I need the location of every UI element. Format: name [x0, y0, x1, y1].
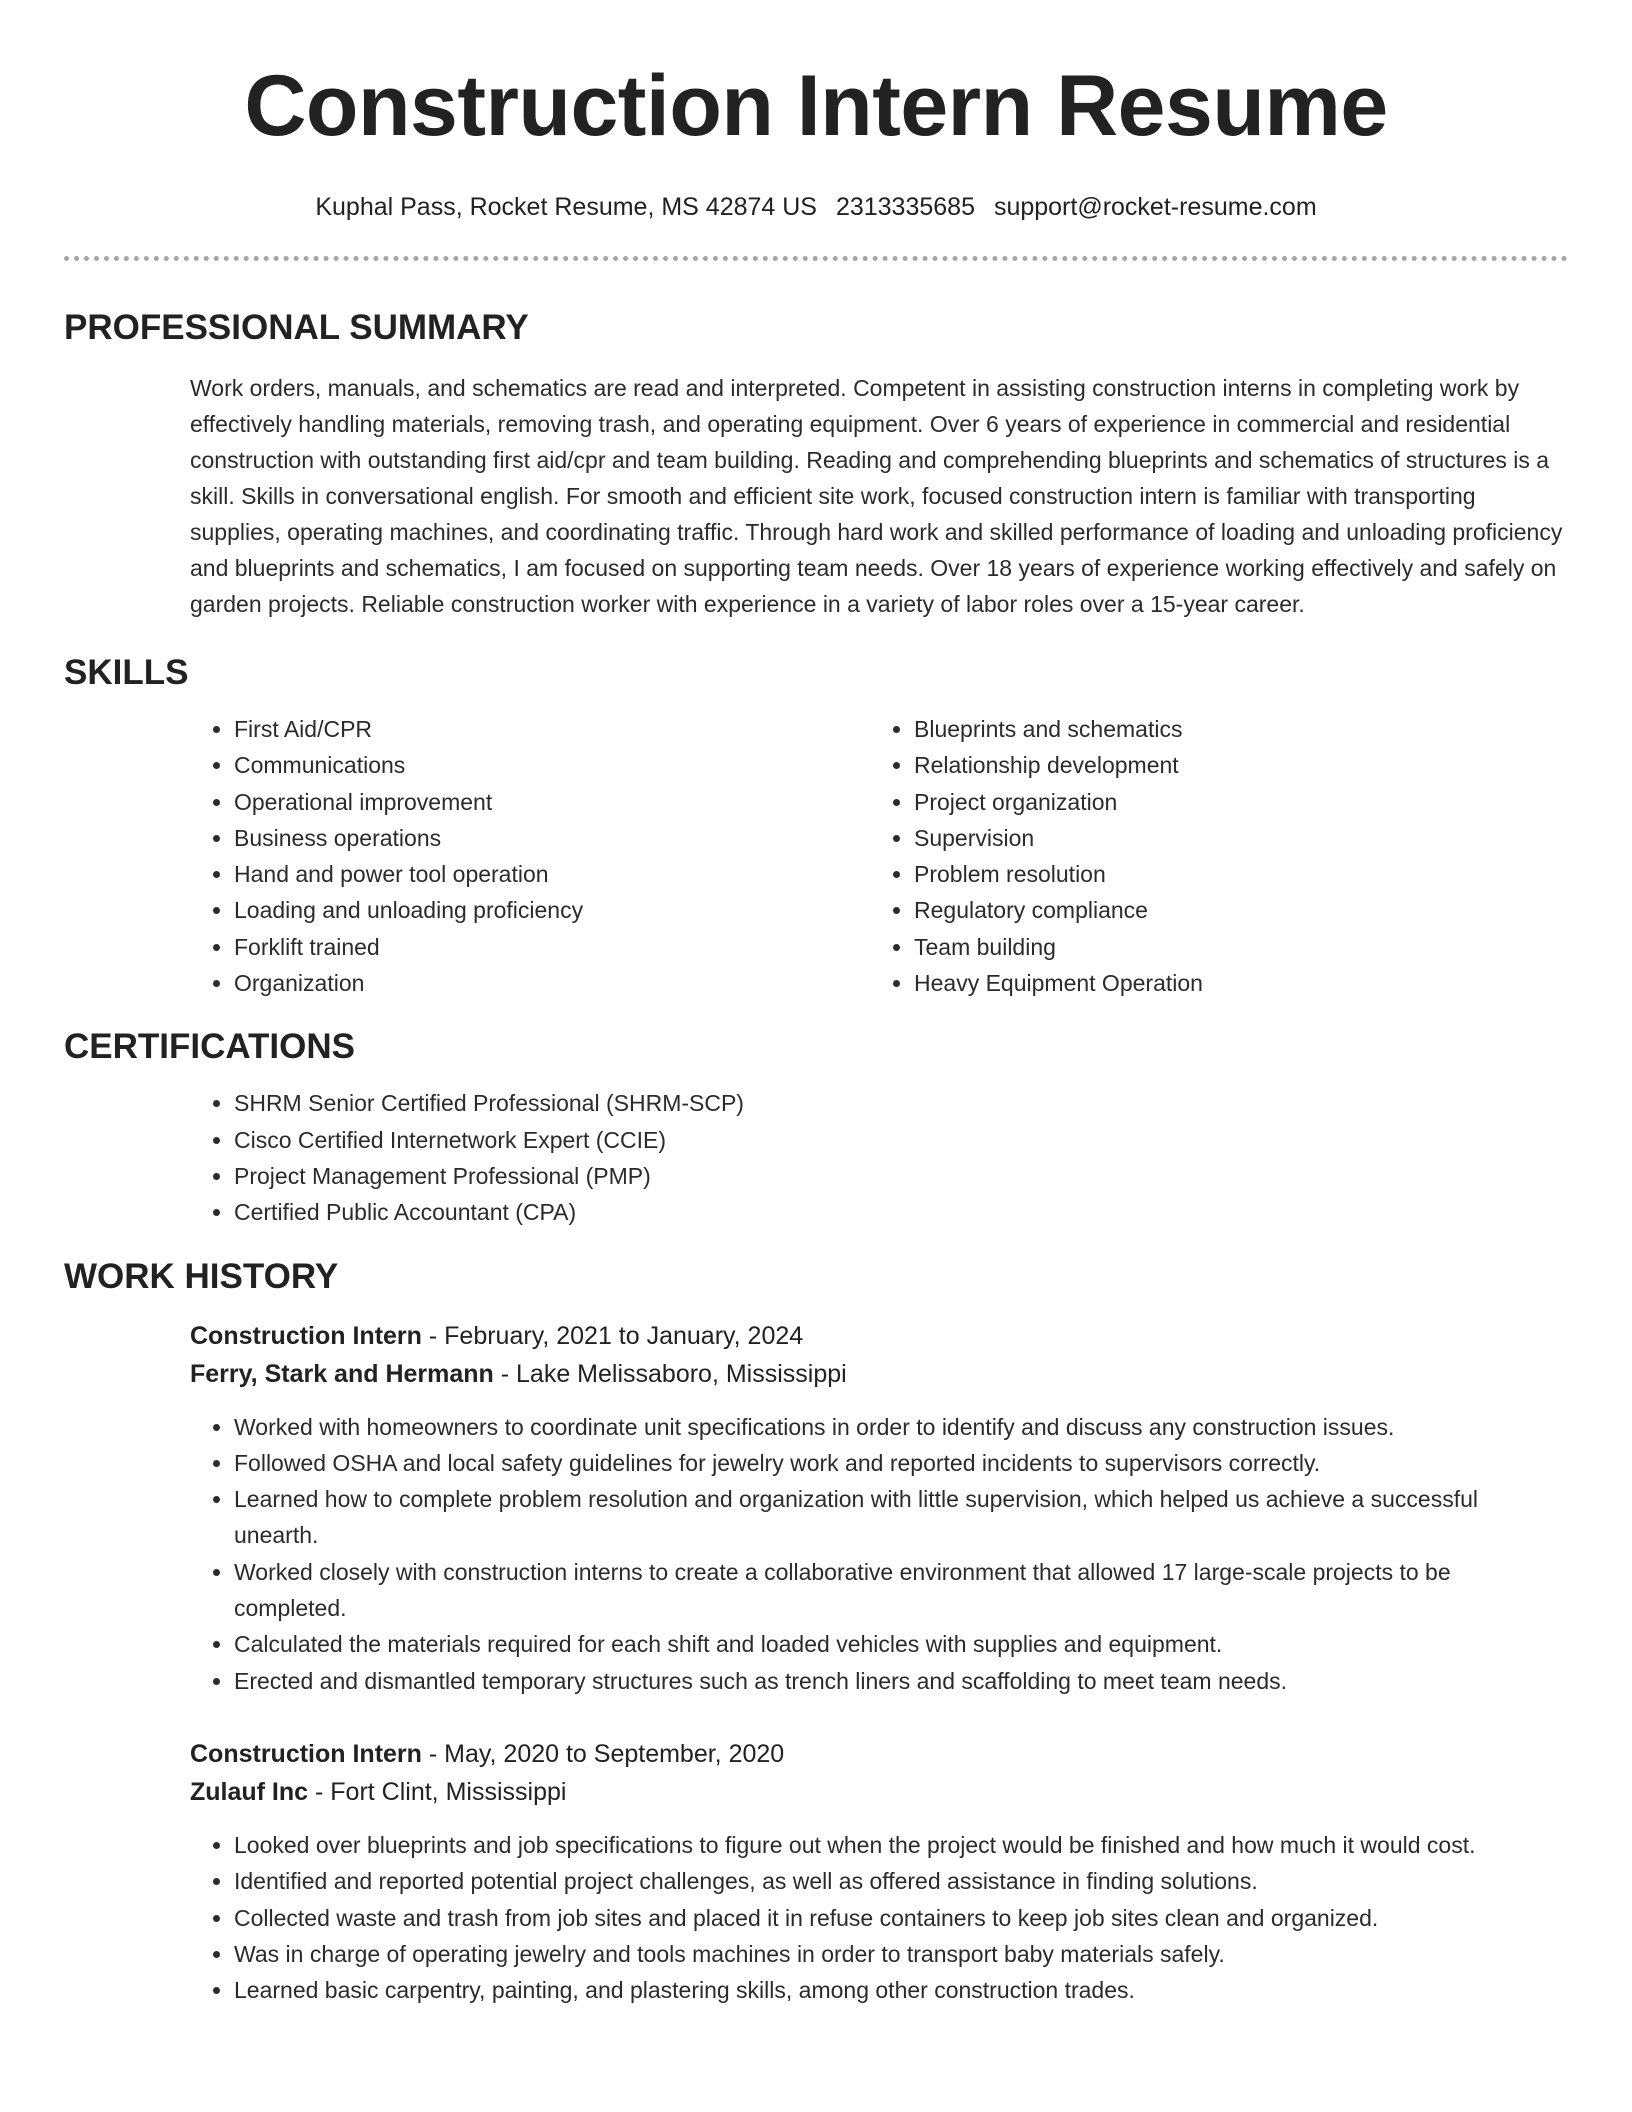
job-dates: - May, 2020 to September, 2020 [421, 1739, 785, 1768]
job-bullet: • Looked over blueprints and job specifications to figure out when the project would be finished and how much it would cost. [234, 1827, 1568, 1863]
skill-item: • Problem resolution [914, 856, 1550, 892]
certifications-bullets [190, 1085, 1568, 1230]
job-dates: - February, 2021 to January, 2024 [421, 1321, 804, 1350]
job-bullet-list [190, 1409, 1568, 1699]
job-company-line [190, 1773, 1568, 1811]
certification-item: • Certified Public Accountant (CPA) [234, 1194, 1568, 1230]
contact-email: support@rocket-resume.com [993, 193, 1317, 221]
job-title: Construction Intern [190, 1739, 422, 1768]
skill-item: • Regulatory compliance [914, 892, 1550, 928]
job-bullet: • Was in charge of operating jewelry and tools machines in order to transport baby materials safely. [234, 1936, 1568, 1972]
skill-item: • Team building [914, 929, 1550, 965]
skills-list-left [190, 711, 870, 1001]
summary-heading: PROFESSIONAL SUMMARY [64, 308, 529, 347]
skill-item: • Business operations [234, 820, 870, 856]
job-bullet: • Followed OSHA and local safety guidelines for jewelry work and reported incidents to supervisors correctly. [234, 1445, 1568, 1481]
summary-text: Work orders, manuals, and schematics are read and interpreted. Competent in assisting construction interns in completing work by effectively handling materials, removing trash, and operating equipment. Over 6 years of experience in commercial and residential construction with outstanding first aid/cpr and team building. Reading and comprehending blueprints and schematics of structures is a skill. Skills in conversational english. For smooth and efficient site work, focused construction intern is familiar with transporting supplies, operating machines, and coordinating traffic. Through hard work and skilled performance of loading and unloading proficiency and blueprints and schematics, I am focused on supporting team needs. Over 18 years of experience working effectively and safely on garden projects. Reliable construction worker with experience in a variety of labor roles over a 15-year career. [190, 375, 1563, 617]
job-entry-2 [190, 1735, 1568, 2008]
job-bullet: • Calculated the materials required for each shift and loaded vehicles with supplies and equipment. [234, 1626, 1568, 1662]
job-bullet-list [190, 1827, 1568, 2008]
job-bullets [190, 1827, 1568, 2008]
certification-item: • SHRM Senior Certified Professional (SHRM-SCP) [234, 1085, 1568, 1121]
job-company: Ferry, Stark and Hermann [190, 1359, 494, 1388]
job-location: - Lake Melissaboro, Mississippi [493, 1359, 847, 1388]
skill-item: • Blueprints and schematics [914, 711, 1550, 747]
job-bullet: • Learned basic carpentry, painting, and plastering skills, among other construction trades. [234, 1972, 1568, 2008]
job-title-line [190, 1735, 1568, 1773]
skills-list-right [870, 711, 1550, 1001]
skill-item: • Organization [234, 965, 870, 1001]
skills-heading: SKILLS [64, 653, 189, 692]
job-bullet: • Erected and dismantled temporary structures such as trench liners and scaffolding to meet team needs. [234, 1663, 1568, 1699]
skill-item: • Heavy Equipment Operation [914, 965, 1550, 1001]
job-location: - Fort Clint, Mississippi [308, 1777, 567, 1806]
job-company: Zulauf Inc [190, 1777, 309, 1806]
skills-column-left [190, 711, 870, 1001]
skill-item: • Communications [234, 747, 870, 783]
certifications-list [190, 1085, 1568, 1230]
work-history-heading: WORK HISTORY [64, 1256, 339, 1296]
skill-item: • Supervision [914, 820, 1550, 856]
skill-item: • Loading and unloading proficiency [234, 892, 870, 928]
certification-item: • Cisco Certified Internetwork Expert (CCIE) [234, 1122, 1568, 1158]
skill-item: • Project organization [914, 784, 1550, 820]
job-bullet: • Identified and reported potential project challenges, as well as offered assistance in finding solutions. [234, 1863, 1568, 1899]
job-bullet: • Worked with homeowners to coordinate unit specifications in order to identify and discuss any construction issues. [234, 1409, 1568, 1445]
skill-item: • Relationship development [914, 747, 1550, 783]
job-entry-1 [190, 1317, 1568, 1699]
job-title: Construction Intern [190, 1321, 422, 1350]
contact-phone: 2313335685 [835, 193, 975, 221]
job-bullet: • Worked closely with construction interns to create a collaborative environment that allowed 17 large-scale projects to be completed. [234, 1554, 1568, 1627]
skills-column-right [870, 711, 1550, 1001]
certification-item: • Project Management Professional (PMP) [234, 1158, 1568, 1194]
certifications-heading: CERTIFICATIONS [64, 1027, 356, 1067]
skill-item: • Hand and power tool operation [234, 856, 870, 892]
job-title-line [190, 1317, 1568, 1355]
job-bullet: • Collected waste and trash from job sites and placed it in refuse containers to keep job sites clean and organized. [234, 1900, 1568, 1936]
resume-title: Construction Intern Resume [244, 58, 1388, 154]
skill-item: • First Aid/CPR [234, 711, 870, 747]
skills-grid [190, 711, 1568, 1001]
job-bullets [190, 1409, 1568, 1699]
skill-item: • Forklift trained [234, 929, 870, 965]
skill-item: • Operational improvement [234, 784, 870, 820]
job-company-line [190, 1355, 1568, 1393]
header-divider [64, 256, 1568, 261]
job-bullet: • Learned how to complete problem resolution and organization with little supervision, which helped us achieve a successful unearth. [234, 1481, 1568, 1554]
contact-line [64, 190, 1568, 224]
contact-address: Kuphal Pass, Rocket Resume, MS 42874 US [315, 193, 817, 221]
